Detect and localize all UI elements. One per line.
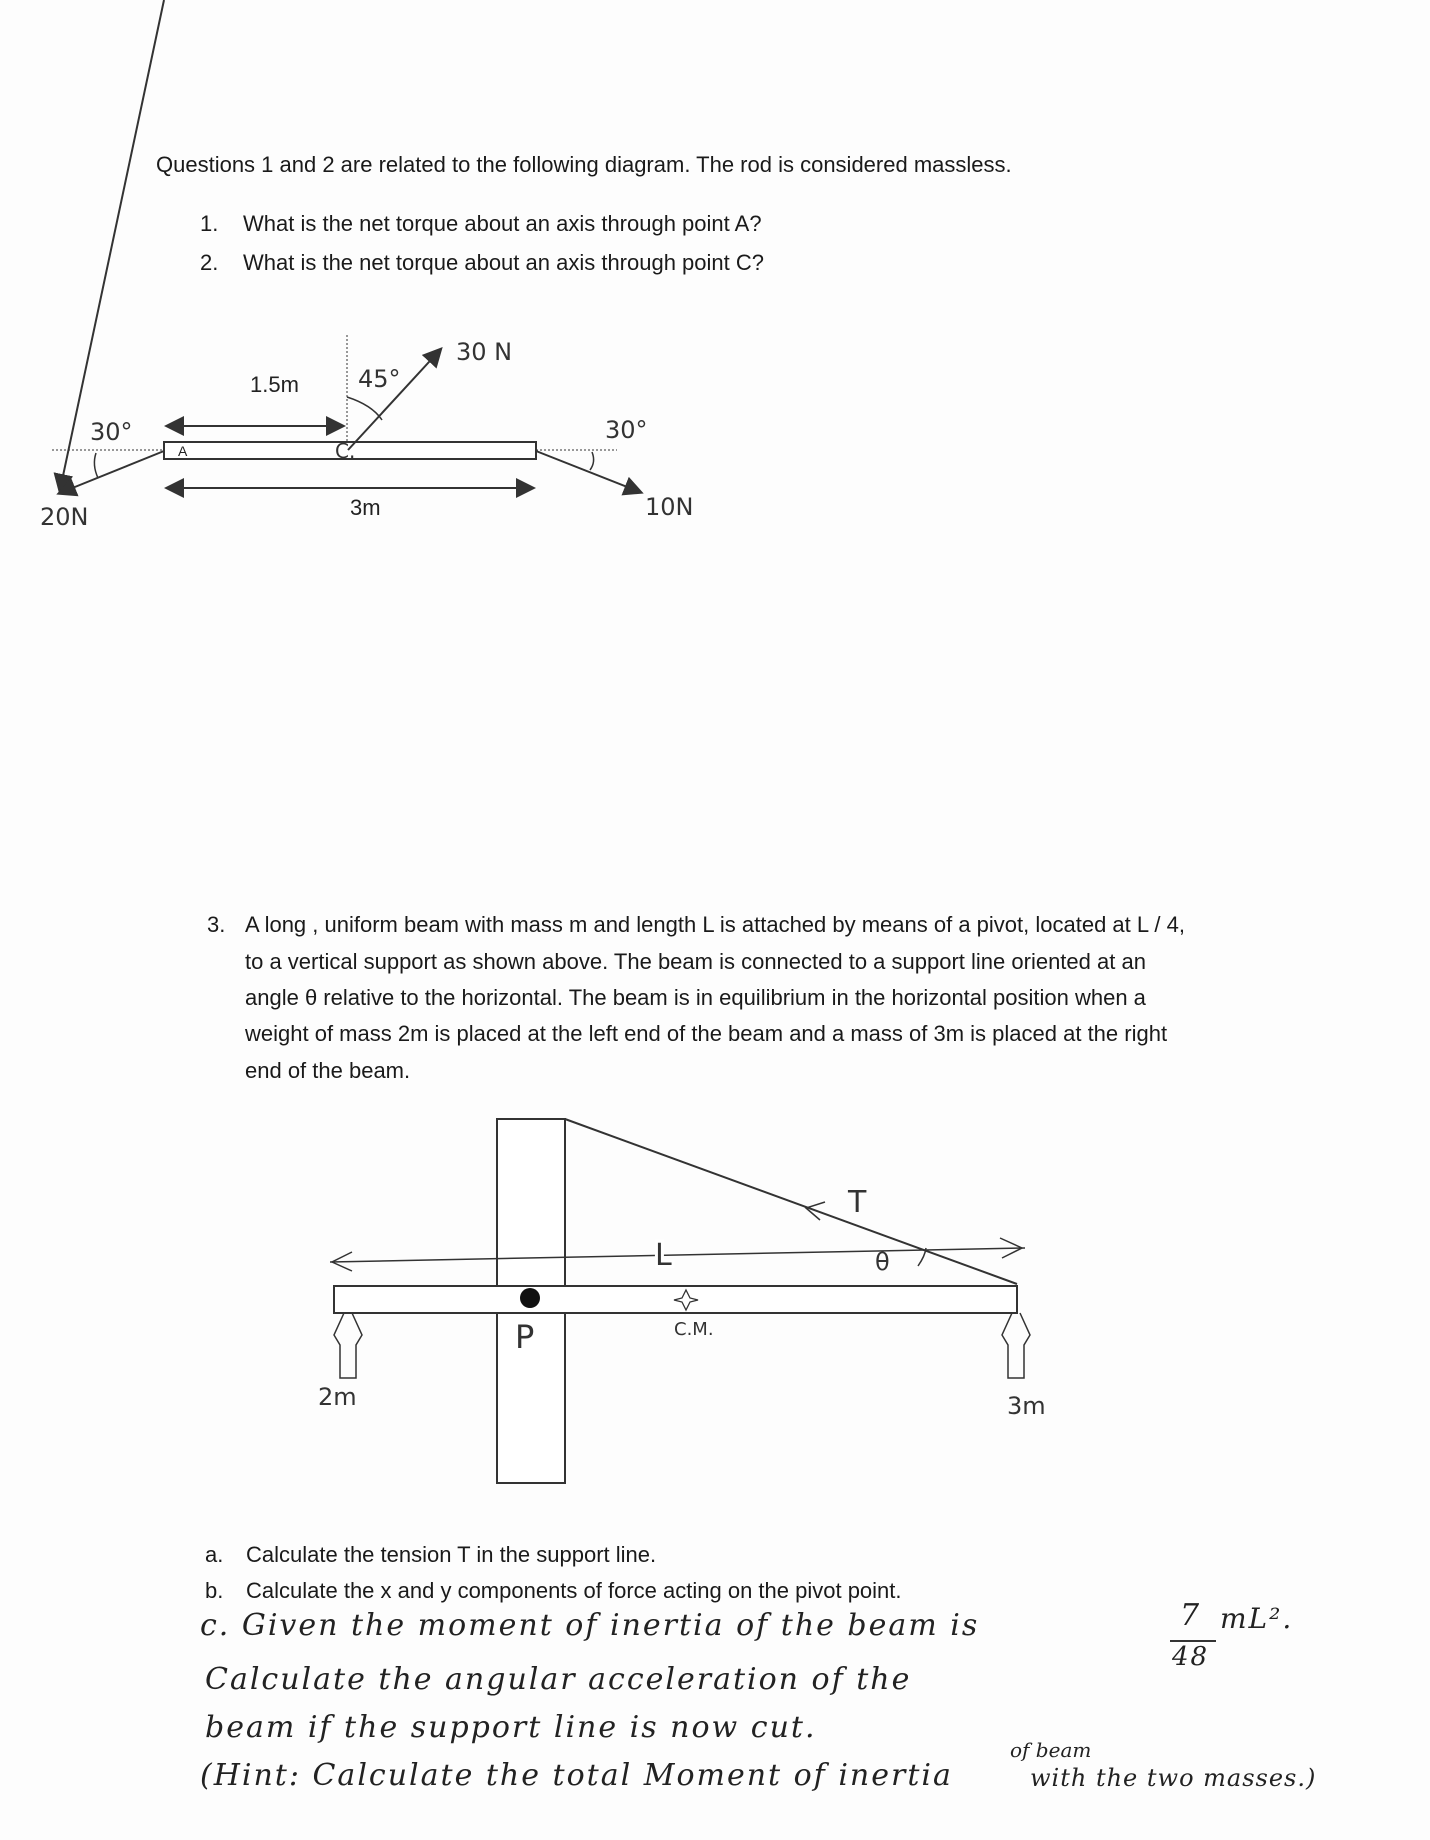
support-line [565, 1119, 1017, 1284]
label-angle-45: 45° [358, 365, 401, 393]
question-3-line: to a vertical support as shown above. The beam is connected to a support line oriented at an [245, 949, 1146, 974]
subquestion-b: Calculate the x and y components of force acting on the pivot point. [246, 1578, 902, 1603]
label-center-of-mass: C.M. [674, 1319, 714, 1340]
label-20n: 20N [40, 503, 89, 531]
force-arrow-20n [60, 0, 164, 490]
label-3m: 3m [350, 495, 381, 520]
angle-arc-left [94, 453, 98, 478]
subquestion-letter: b. [205, 1578, 224, 1603]
length-arrow [330, 1248, 1025, 1262]
handwritten-line: c. Given the moment of inertia of the beam is [200, 1608, 980, 1643]
beam-diagram [318, 1119, 1046, 1483]
label-left-mass: 2m [318, 1383, 357, 1411]
question-2: What is the net torque about an axis through point C? [243, 250, 764, 275]
label-10n: 10N [645, 493, 694, 521]
handwritten-line: beam if the support line is now cut. [205, 1710, 817, 1745]
label-angle-30-left: 30° [90, 418, 133, 446]
label-1-5m: 1.5m [250, 372, 299, 397]
question-3-line: angle θ relative to the horizontal. The beam is in equilibrium in the horizontal position when a [245, 985, 1146, 1010]
fraction-tail: mL². [1220, 1602, 1294, 1635]
question-number: 1. [200, 211, 219, 236]
subquestion-letter: a. [205, 1542, 224, 1567]
force-arrow-10n [536, 451, 640, 492]
label-theta: θ [875, 1248, 890, 1276]
question-1: What is the net torque about an axis through point A? [243, 211, 762, 236]
label-pivot-p: P [515, 1318, 535, 1356]
question-number: 3. [207, 912, 226, 937]
intro-text: Questions 1 and 2 are related to the following diagram. The rod is considered massless. [156, 152, 1012, 177]
question-number: 2. [200, 250, 219, 275]
label-30n: 30 N [456, 338, 513, 366]
handwritten-insert: of beam [1010, 1738, 1092, 1762]
fraction-numerator: 7 [1180, 1598, 1202, 1633]
label-point-a: A [178, 443, 188, 459]
subquestion-a: Calculate the tension T in the support line. [246, 1542, 657, 1567]
handwritten-line: Calculate the angular acceleration of the [205, 1662, 912, 1697]
rod-diagram [40, 0, 694, 531]
label-point-c: C. [335, 439, 356, 463]
label-length-l: L [655, 1238, 672, 1273]
fraction-denominator: 48 [1172, 1642, 1210, 1672]
question-3-line: weight of mass 2m is placed at the left end of the beam and a mass of 3m is placed at the right [245, 1021, 1168, 1046]
handwritten-line: (Hint: Calculate the total Moment of inertia [200, 1758, 953, 1793]
angle-arc-right [590, 452, 594, 470]
label-right-mass: 3m [1007, 1392, 1046, 1420]
question-3-line: A long , uniform beam with mass m and length L is attached by means of a pivot, located at L / 4, [245, 912, 1185, 937]
question-3-line: end of the beam. [245, 1058, 411, 1083]
angle-arc-45 [347, 397, 382, 420]
right-mass-hanger [1002, 1313, 1030, 1378]
force-arrow-20n [60, 451, 164, 493]
handwritten-line: with the two masses.) [1030, 1764, 1317, 1792]
pivot-point [520, 1288, 540, 1308]
label-tension-t: T [848, 1185, 867, 1220]
label-angle-30-right: 30° [605, 416, 648, 444]
left-mass-hanger [334, 1313, 362, 1378]
